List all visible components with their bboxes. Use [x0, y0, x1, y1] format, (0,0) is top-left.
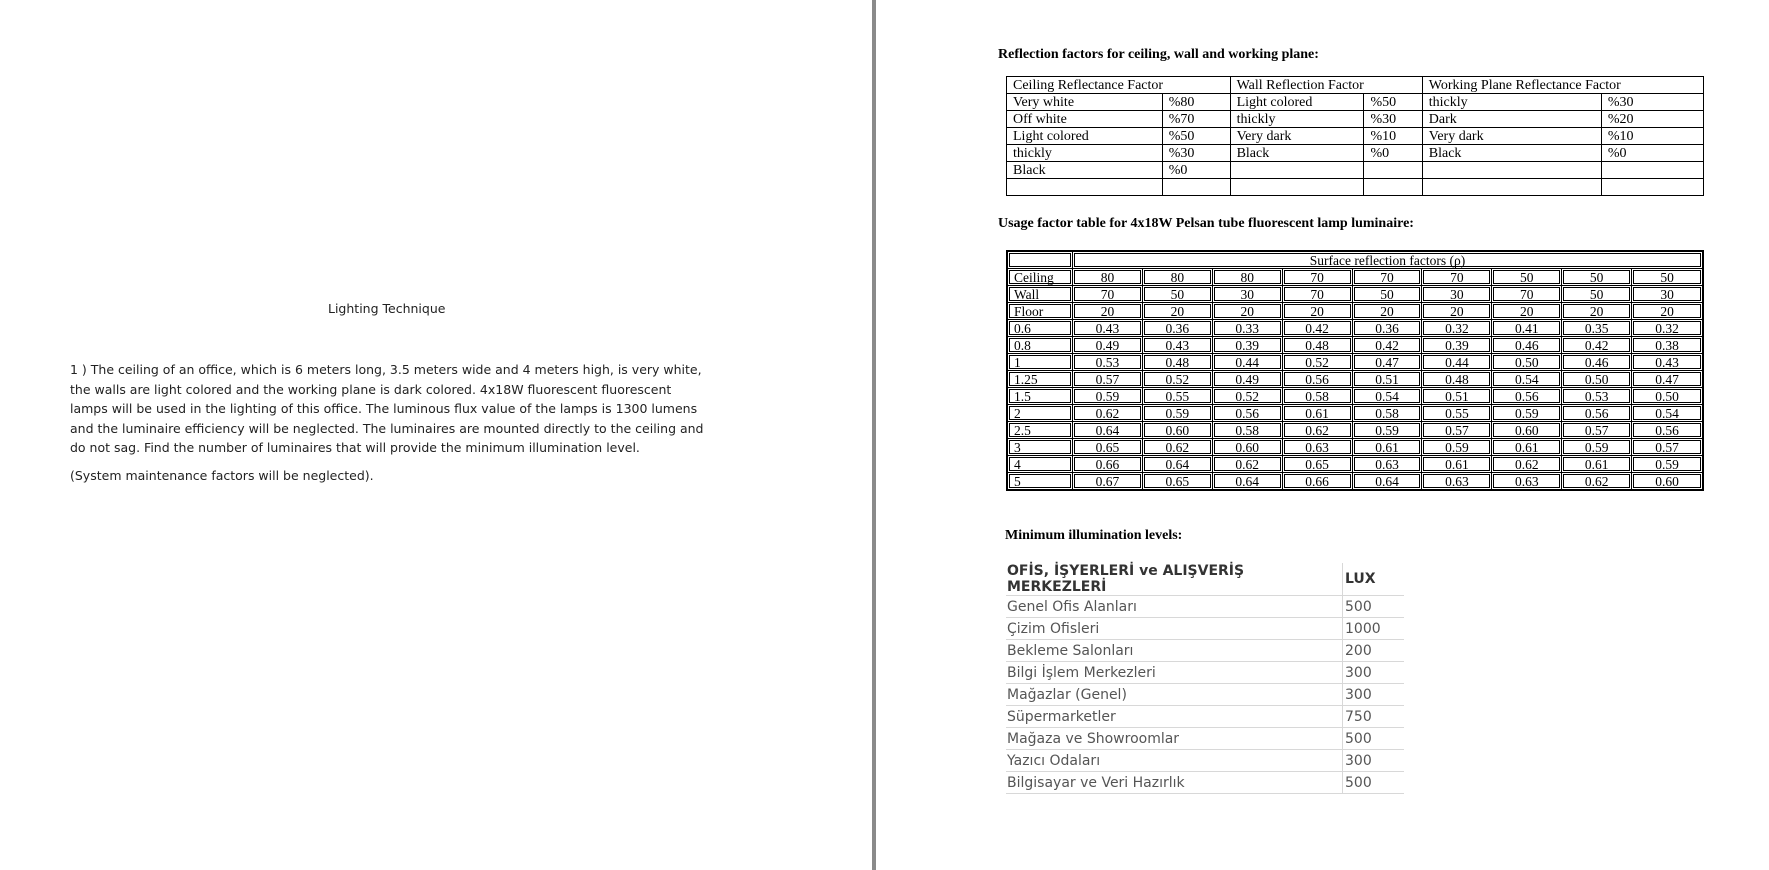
- room-index-cell: 0.6: [1007, 320, 1073, 337]
- table-cell: 0.63: [1422, 473, 1492, 491]
- table-cell: 80: [1073, 269, 1143, 286]
- table-cell: 0.43: [1073, 320, 1143, 337]
- table-cell: 0.64: [1352, 473, 1422, 491]
- table-cell: 0.53: [1562, 388, 1632, 405]
- room-index-cell: 2.5: [1007, 422, 1073, 439]
- table-cell: Black: [1230, 145, 1364, 162]
- table-cell: 0.44: [1212, 354, 1282, 371]
- table-cell: thickly: [1007, 145, 1163, 162]
- table-cell: 70: [1352, 269, 1422, 286]
- table-cell: 0.53: [1073, 354, 1143, 371]
- area-name: Yazıcı Odaları: [1006, 750, 1343, 772]
- table-cell: [1601, 162, 1703, 179]
- table-cell: 0.49: [1073, 337, 1143, 354]
- table-cell: 0.60: [1212, 439, 1282, 456]
- wall-row: [1007, 286, 1703, 303]
- table-cell: 0.60: [1632, 473, 1703, 491]
- table-cell: [1422, 162, 1601, 179]
- table-cell: 0.61: [1352, 439, 1422, 456]
- lux-value: 300: [1343, 662, 1405, 684]
- table-cell: 0.65: [1142, 473, 1212, 491]
- table-row: [1007, 405, 1703, 422]
- table-cell: Very white: [1007, 94, 1163, 111]
- lux-value: 750: [1343, 706, 1405, 728]
- table-cell: 0.52: [1212, 388, 1282, 405]
- table-cell: 0.42: [1352, 337, 1422, 354]
- table-cell: 50: [1492, 269, 1562, 286]
- right-page: [876, 0, 1769, 870]
- table-cell: 0.67: [1073, 473, 1143, 491]
- table-cell: Very dark: [1422, 128, 1601, 145]
- table-cell: 0.62: [1212, 456, 1282, 473]
- table-cell: [1007, 179, 1163, 196]
- working-plane-header: Working Plane Reflectance Factor: [1422, 77, 1703, 94]
- table-cell: 0.64: [1212, 473, 1282, 491]
- table-cell: 0.39: [1422, 337, 1492, 354]
- table-cell: 0.35: [1562, 320, 1632, 337]
- table-cell: 0.62: [1562, 473, 1632, 491]
- table-cell: 0.48: [1142, 354, 1212, 371]
- table-row: [1006, 772, 1404, 794]
- table-cell: 0.44: [1422, 354, 1492, 371]
- table-cell: 50: [1562, 286, 1632, 303]
- table-cell: Black: [1007, 162, 1163, 179]
- table-cell: 0.36: [1352, 320, 1422, 337]
- table-cell: 0.59: [1352, 422, 1422, 439]
- floor-label: Floor: [1007, 303, 1073, 320]
- table-cell: 0.64: [1073, 422, 1143, 439]
- table-cell: 0.46: [1492, 337, 1562, 354]
- table-cell: 20: [1352, 303, 1422, 320]
- table-cell: 0.62: [1492, 456, 1562, 473]
- table-cell: %30: [1601, 94, 1703, 111]
- table-cell: 0.57: [1562, 422, 1632, 439]
- table-cell: 70: [1422, 269, 1492, 286]
- table-cell: 0.32: [1632, 320, 1703, 337]
- table-row: [1006, 750, 1404, 772]
- table-cell: 0.43: [1632, 354, 1703, 371]
- table-cell: 0.46: [1562, 354, 1632, 371]
- table-cell: 70: [1073, 286, 1143, 303]
- room-index-cell: 4: [1007, 456, 1073, 473]
- area-name: Süpermarketler: [1006, 706, 1343, 728]
- table-row: [1006, 640, 1404, 662]
- table-row: [1007, 422, 1703, 439]
- surface-label: Surface reflection factors (ρ): [1073, 251, 1704, 269]
- lux-value: 300: [1343, 750, 1405, 772]
- room-index-cell: 3: [1007, 439, 1073, 456]
- floor-row: [1007, 303, 1703, 320]
- table-cell: 0.57: [1422, 422, 1492, 439]
- table-cell: 0.57: [1073, 371, 1143, 388]
- table-cell: 0.56: [1282, 371, 1352, 388]
- table-cell: 0.63: [1352, 456, 1422, 473]
- table-cell: 0.56: [1632, 422, 1703, 439]
- ceiling-header: Ceiling Reflectance Factor: [1007, 77, 1231, 94]
- table-cell: 70: [1282, 269, 1352, 286]
- table-cell: 20: [1632, 303, 1703, 320]
- table-cell: %0: [1601, 145, 1703, 162]
- table-cell: 0.54: [1632, 405, 1703, 422]
- table-cell: 0.59: [1632, 456, 1703, 473]
- lux-value: 500: [1343, 596, 1405, 618]
- table-cell: 80: [1212, 269, 1282, 286]
- table-row: [1007, 388, 1703, 405]
- table-header-row: [1007, 77, 1704, 94]
- table-cell: 0.59: [1492, 405, 1562, 422]
- table-cell: 0.56: [1212, 405, 1282, 422]
- table-cell: 30: [1422, 286, 1492, 303]
- table-cell: %30: [1162, 145, 1230, 162]
- table-cell: 70: [1492, 286, 1562, 303]
- table-cell: %50: [1364, 94, 1422, 111]
- table-cell: [1230, 179, 1364, 196]
- table-row: [1006, 728, 1404, 750]
- area-name: Bilgi İşlem Merkezleri: [1006, 662, 1343, 684]
- table-cell: 0.57: [1632, 439, 1703, 456]
- table-cell: 0.60: [1142, 422, 1212, 439]
- table-cell: 20: [1212, 303, 1282, 320]
- lux-value: 500: [1343, 728, 1405, 750]
- table-cell: 20: [1282, 303, 1352, 320]
- table-cell: 0.32: [1422, 320, 1492, 337]
- lux-value: 500: [1343, 772, 1405, 794]
- area-name: Mağaza ve Showroomlar: [1006, 728, 1343, 750]
- surface-header-row: [1007, 251, 1703, 269]
- table-cell: Very dark: [1230, 128, 1364, 145]
- table-cell: 0.59: [1422, 439, 1492, 456]
- table-cell: 0.63: [1492, 473, 1562, 491]
- left-page: [0, 0, 872, 870]
- table-row: [1006, 596, 1404, 618]
- table-cell: 0.66: [1282, 473, 1352, 491]
- table-cell: %80: [1162, 94, 1230, 111]
- table-row: [1007, 94, 1704, 111]
- table-cell: 0.56: [1562, 405, 1632, 422]
- table-cell: 0.49: [1212, 371, 1282, 388]
- table-cell: 0.58: [1212, 422, 1282, 439]
- table-cell: 20: [1492, 303, 1562, 320]
- table-cell: [1230, 162, 1364, 179]
- category-header: OFİS, İŞYERLERİ ve ALIŞVERİŞ MERKEZLERİ: [1006, 563, 1343, 596]
- table-cell: 50: [1142, 286, 1212, 303]
- lux-value: 200: [1343, 640, 1405, 662]
- table-cell: %50: [1162, 128, 1230, 145]
- table-cell: 0.55: [1142, 388, 1212, 405]
- table-cell: 0.64: [1142, 456, 1212, 473]
- table-cell: 0.54: [1492, 371, 1562, 388]
- table-row: [1007, 371, 1703, 388]
- table-cell: [1601, 179, 1703, 196]
- table-cell: [1162, 179, 1230, 196]
- area-name: Bilgisayar ve Veri Hazırlık: [1006, 772, 1343, 794]
- table-cell: %20: [1601, 111, 1703, 128]
- table-cell: 0.59: [1073, 388, 1143, 405]
- table-cell: 0.36: [1142, 320, 1212, 337]
- room-index-cell: 1.25: [1007, 371, 1073, 388]
- ceiling-label: Ceiling: [1007, 269, 1073, 286]
- table-cell: 0.47: [1352, 354, 1422, 371]
- table-cell: 0.48: [1282, 337, 1352, 354]
- area-name: Çizim Ofisleri: [1006, 618, 1343, 640]
- table-row: [1007, 473, 1703, 491]
- table-cell: 0.61: [1422, 456, 1492, 473]
- table-cell: 0.62: [1073, 405, 1143, 422]
- table-row: [1006, 618, 1404, 640]
- table-cell: 0.55: [1422, 405, 1492, 422]
- lux-value: 300: [1343, 684, 1405, 706]
- table-cell: 0.38: [1632, 337, 1703, 354]
- table-cell: 0.33: [1212, 320, 1282, 337]
- table-cell: 0.58: [1352, 405, 1422, 422]
- table-row: [1006, 662, 1404, 684]
- table-cell: 0.61: [1562, 456, 1632, 473]
- table-cell: 20: [1142, 303, 1212, 320]
- table-cell: 0.62: [1142, 439, 1212, 456]
- table-cell: 0.51: [1352, 371, 1422, 388]
- table-cell: 20: [1073, 303, 1143, 320]
- table-cell: 0.65: [1282, 456, 1352, 473]
- table-cell: 0.42: [1282, 320, 1352, 337]
- table-cell: 0.41: [1492, 320, 1562, 337]
- table-cell: 70: [1282, 286, 1352, 303]
- table-cell: 0.59: [1562, 439, 1632, 456]
- table-cell: 50: [1352, 286, 1422, 303]
- wall-label: Wall: [1007, 286, 1073, 303]
- table-cell: %10: [1364, 128, 1422, 145]
- table-cell: thickly: [1422, 94, 1601, 111]
- reflection-heading: Reflection factors for ceiling, wall and working plane:: [998, 47, 1319, 62]
- table-cell: [1364, 179, 1422, 196]
- table-cell: [1364, 162, 1422, 179]
- table-row: [1007, 337, 1703, 354]
- ceiling-row: [1007, 269, 1703, 286]
- table-cell: 20: [1422, 303, 1492, 320]
- table-row: [1007, 128, 1704, 145]
- table-cell: Dark: [1422, 111, 1601, 128]
- table-cell: 0.47: [1632, 371, 1703, 388]
- table-cell: Light colored: [1007, 128, 1163, 145]
- table-cell: 0.50: [1632, 388, 1703, 405]
- table-cell: 0.51: [1422, 388, 1492, 405]
- table-cell: 0.62: [1282, 422, 1352, 439]
- table-cell: 30: [1212, 286, 1282, 303]
- table-cell: 0.43: [1142, 337, 1212, 354]
- room-index-cell: 1.5: [1007, 388, 1073, 405]
- table-cell: thickly: [1230, 111, 1364, 128]
- table-cell: Off white: [1007, 111, 1163, 128]
- table-cell: 0.60: [1492, 422, 1562, 439]
- table-cell: 50: [1632, 269, 1703, 286]
- table-cell: 20: [1562, 303, 1632, 320]
- table-cell: 0.52: [1142, 371, 1212, 388]
- table-cell: 0.54: [1352, 388, 1422, 405]
- table-cell: 0.50: [1562, 371, 1632, 388]
- reflection-table: [1006, 76, 1704, 196]
- question-paragraph: 1 ) The ceiling of an office, which is 6 meters long, 3.5 meters wide and 4 meters high, is very white, the walls are light colored and the working plane is dark colored. 4x18W fluorescent fluorescent lamps will be used in the lighting of this office. The luminous flux value of the lamps is 1300 lumens and the luminaire efficiency will be neglected. The luminaires are mounted directly to the ceiling and do not sag. Find the number of luminaires that will provide the minimum illumination level.: [70, 362, 704, 456]
- usage-heading: Usage factor table for 4x18W Pelsan tube fluorescent lamp luminaire:: [998, 216, 1414, 231]
- table-cell: 0.61: [1492, 439, 1562, 456]
- lux-table: [1006, 563, 1404, 794]
- page-title: Lighting Technique: [328, 301, 446, 316]
- table-row: [1007, 145, 1704, 162]
- min-illumination-heading: Minimum illumination levels:: [1005, 528, 1183, 543]
- room-index-cell: 1: [1007, 354, 1073, 371]
- table-cell: 0.56: [1492, 388, 1562, 405]
- table-row: [1007, 439, 1703, 456]
- table-row: [1006, 706, 1404, 728]
- table-cell: %70: [1162, 111, 1230, 128]
- usage-factor-table: [1006, 250, 1704, 491]
- table-row: [1007, 111, 1704, 128]
- table-row: [1006, 684, 1404, 706]
- room-index-cell: 5: [1007, 473, 1073, 491]
- table-row: [1007, 354, 1703, 371]
- table-row: [1007, 456, 1703, 473]
- table-cell: 0.58: [1282, 388, 1352, 405]
- table-cell: 0.48: [1422, 371, 1492, 388]
- table-cell: 0.59: [1142, 405, 1212, 422]
- room-index-cell: 2: [1007, 405, 1073, 422]
- table-row: [1007, 320, 1703, 337]
- table-cell: 0.61: [1282, 405, 1352, 422]
- wall-header: Wall Reflection Factor: [1230, 77, 1422, 94]
- table-cell: %30: [1364, 111, 1422, 128]
- area-name: Mağazlar (Genel): [1006, 684, 1343, 706]
- table-cell: 0.52: [1282, 354, 1352, 371]
- question-note: (System maintenance factors will be neglected).: [70, 468, 374, 483]
- table-cell: [1422, 179, 1601, 196]
- blank-cell: [1007, 251, 1073, 269]
- table-cell: 0.39: [1212, 337, 1282, 354]
- table-cell: 0.65: [1073, 439, 1143, 456]
- table-row: [1007, 162, 1704, 179]
- table-cell: Light colored: [1230, 94, 1364, 111]
- room-index-cell: 0.8: [1007, 337, 1073, 354]
- area-name: Bekleme Salonları: [1006, 640, 1343, 662]
- table-cell: 0.50: [1492, 354, 1562, 371]
- table-cell: 50: [1562, 269, 1632, 286]
- table-row: [1007, 179, 1704, 196]
- table-header-row: [1006, 563, 1404, 596]
- table-cell: 0.63: [1282, 439, 1352, 456]
- table-cell: 30: [1632, 286, 1703, 303]
- lux-header: LUX: [1343, 563, 1405, 596]
- table-cell: %0: [1364, 145, 1422, 162]
- area-name: Genel Ofis Alanları: [1006, 596, 1343, 618]
- lux-value: 1000: [1343, 618, 1405, 640]
- table-cell: %10: [1601, 128, 1703, 145]
- table-cell: 0.42: [1562, 337, 1632, 354]
- table-cell: %0: [1162, 162, 1230, 179]
- table-cell: 0.66: [1073, 456, 1143, 473]
- table-cell: Black: [1422, 145, 1601, 162]
- table-cell: 80: [1142, 269, 1212, 286]
